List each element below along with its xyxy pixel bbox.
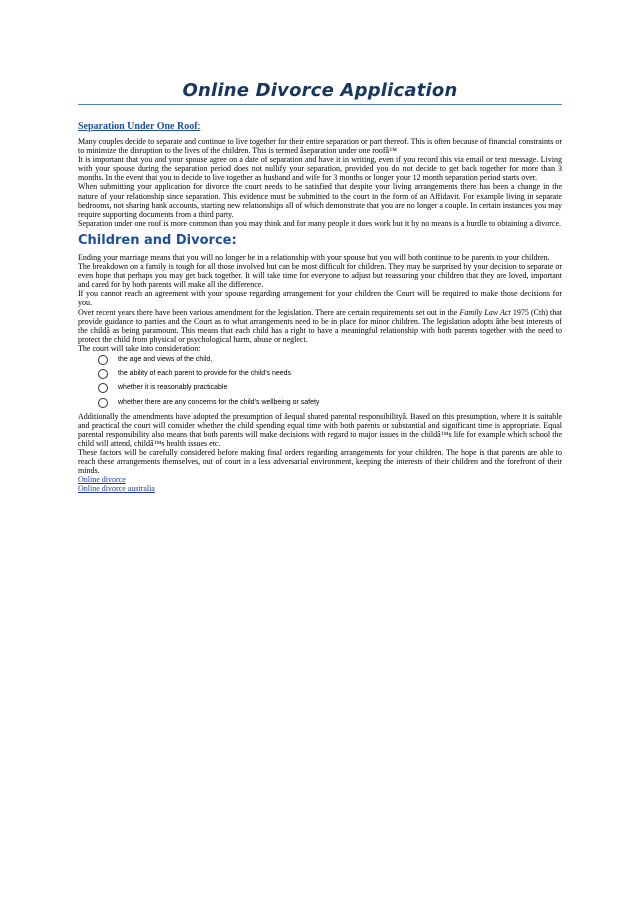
document-title: Online Divorce Application: [78, 80, 562, 105]
bullet-icon: [98, 355, 108, 365]
consideration-list: [78, 355, 562, 408]
list-item-text: whether it is reasonably practicable: [118, 384, 228, 392]
paragraph-family-law-act: [78, 308, 562, 344]
section-heading-separation: [78, 121, 562, 132]
paragraph: Separation under one roof is more common than you may think and for many people it does work but it by no means is a hurdle to obtaining a divorce.: [78, 218, 562, 228]
section-heading-separation-text: Separation Under One Roof: [78, 121, 198, 132]
paragraph: Many couples decide to separate and continue to live together for their entire separation or part thereof. This is often because of financial constraints or to minimize the disruption to the lives of the children. This is termed âseparation under one roofâ™: [78, 137, 562, 156]
paragraph: These factors will be carefully considered before making final orders regarding arrangements for your children. The hope is that parents are able to reach these arrangements themselves, out of court in a less adversarial environment, keeping the interests of their children and the forefront of their minds.: [78, 448, 562, 476]
link-online-divorce[interactable]: Online divorce: [78, 475, 126, 485]
act-text-after: 1975 (Cth) that provide guidance to parties and the Court as to what arrangements need to be in place for minor children. The legislation adopts âthe best interests of the childâ as being paramount. This means that each child has a right to have a meaningful relationship with both parents together with the need to protect the child from physical or psychological harm, abuse or neglect.: [78, 307, 563, 344]
bullet-icon: [98, 369, 108, 379]
section-heading-children-text: Children and Divorce: [78, 232, 232, 248]
consider-intro: The court will take into consideration:: [78, 343, 201, 353]
link-online-divorce-australia[interactable]: Online divorce australia: [78, 484, 155, 494]
section-separation-body: [78, 137, 562, 228]
list-item: [98, 383, 562, 393]
list-item: [98, 398, 562, 408]
list-item-text: the age and views of the child,: [118, 355, 213, 363]
section-heading-children: [78, 233, 562, 248]
list-item: [98, 369, 562, 379]
act-text-before: Over recent years there have been various amendment for the legislation. There are certain requirements set out in the: [78, 307, 460, 317]
paragraph: When submitting your application for divorce the court needs to be satisfied that despite your living arrangements there has been a change in the nature of your relationship since separation. This evidence must be submitted to the court in the form of an Affidavit. For example living in separate bedrooms, not sharing bank accounts, starting new relationships all of which demonstrate that you are no longer a couple. In certain instances you may require supporting documents from a third party.: [78, 182, 562, 219]
paragraph: The breakdown on a family is tough for all those involved but can be most difficult for children. They may be surprised by your decision to separate or even hope that perhaps you may get back together. It will take time for everyone to adjust but reassuring your children that they are loved, important and cared for by both parents will make all the difference.: [78, 262, 562, 290]
document-page: [78, 80, 562, 494]
list-item: [98, 355, 562, 365]
paragraph: It is important that you and your spouse agree on a date of separation and have it in writing, even if you record this via email or text message. Living with your spouse during the separation period does not nullify your separation, provided you do not decide to get back together for more than 3 months. In the event that you to decide to live together as husband and wife for 3 months or longer your 12 month separation period starts over.: [78, 155, 562, 183]
bullet-icon: [98, 383, 108, 393]
list-item-text: the ability of each parent to provide for the child’s needs: [118, 370, 292, 378]
list-item-text: whether there are any concerns for the child’s wellbeing or safety: [118, 398, 320, 406]
section-heading-separation-colon: :: [197, 121, 201, 132]
paragraph: If you cannot reach an agreement with your spouse regarding arrangement for your children the Court will be required to make those decisions for you.: [78, 289, 562, 308]
paragraph: Additionally the amendments have adopted the presumption of âequal shared parental responsibilityâ. Based on this presumption, where it is suitable and practical the court will consider whether the child spending equal time with both parents or substantial and significant time is appropriate. Equal parental responsibility also means that both parents will make decisions with regard to major issues in the childâ™s life for example which school the child will attend, childâ™s health issues etc.: [78, 411, 562, 448]
act-name: Family Law Act: [459, 307, 511, 317]
section-children-body: [78, 253, 562, 475]
section-heading-children-colon: :: [231, 232, 237, 248]
paragraph: Ending your marriage means that you will no longer be in a relationship with your spouse but you will both continue to be parents to your children.: [78, 252, 550, 262]
bullet-icon: [98, 398, 108, 408]
